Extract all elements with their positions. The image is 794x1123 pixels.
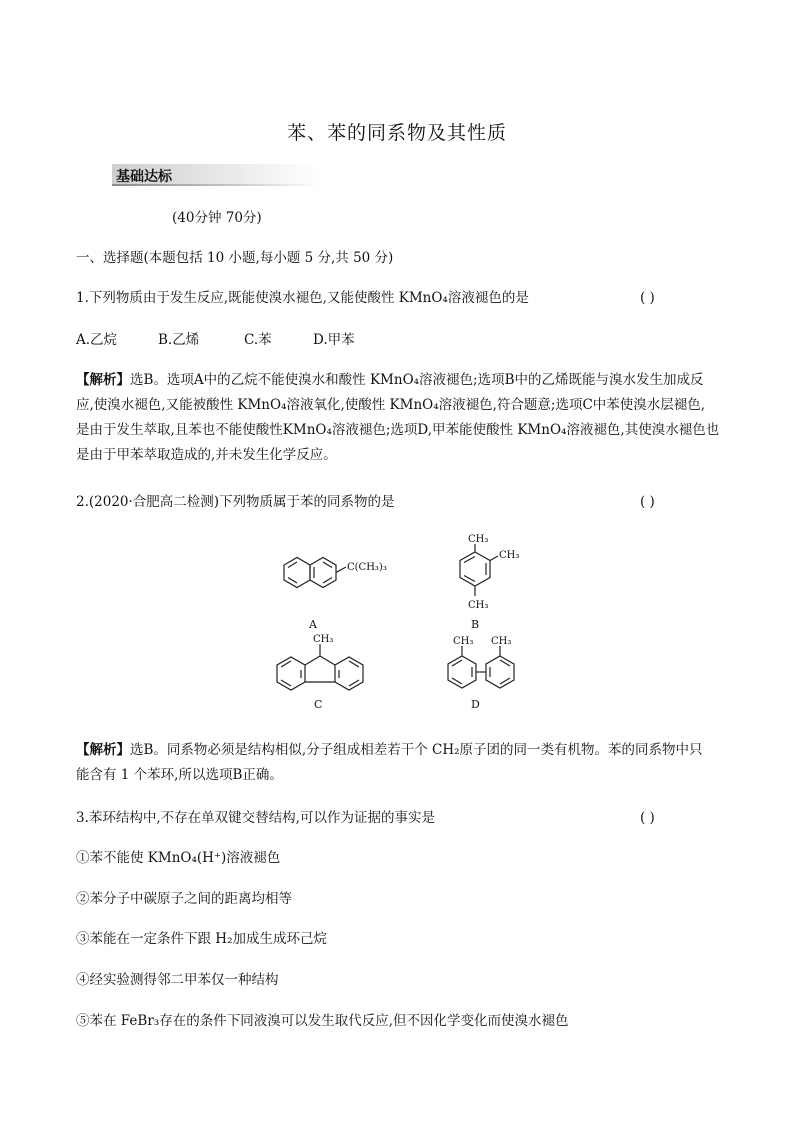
q1-stem: 1.下列物质由于发生反应,既能使溴水褪色,又能使酸性 KMnO₄溶液褪色的是 — [76, 290, 529, 306]
part-one-heading: 一、选择题(本题包括 10 小题,每小题 5 分,共 50 分) — [76, 250, 394, 266]
q1-analysis-line-3: 是由于发生萃取,且苯也不能使酸性KMnO₄溶液褪色;选项D,甲苯能使酸性 KMnO₄溶液褪色,其使溴水褪色也 — [76, 422, 720, 438]
q2-stem: 2.(2020·合肥高二检测)下列物质属于苯的同系物的是 — [76, 494, 395, 510]
q3-item-2: ②苯分子中碳原子之间的距离均相等 — [76, 891, 292, 907]
analysis-tag: 【解析】 — [76, 742, 130, 758]
structure-d-methyl-left: CH₃ — [453, 636, 474, 647]
structure-b-label: B — [471, 618, 480, 631]
q1-analysis-line-4: 是由于甲苯萃取造成的,并未发生化学反应。 — [76, 447, 337, 463]
analysis-tag: 【解析】 — [76, 372, 130, 388]
structure-d-label: D — [471, 698, 480, 711]
q3-item-1: ①苯不能使 KMnO₄(H⁺)溶液褪色 — [76, 850, 281, 866]
structure-d — [448, 646, 514, 688]
time-score: (40分钟 70分) — [172, 210, 262, 226]
structure-c-label: C — [314, 698, 323, 711]
page-title: 苯、苯的同系物及其性质 — [286, 122, 507, 144]
q1-option-d: D.甲苯 — [313, 332, 355, 348]
q1-option-b: B.乙烯 — [158, 332, 200, 348]
structure-b-methyl-right: CH₃ — [499, 550, 520, 561]
q2-analysis-line-2: 能含有 1 个苯环,所以选项B正确。 — [76, 767, 283, 783]
q1-analysis-line-1: 【解析】选B。选项A中的乙烷不能使溴水和酸性 KMnO₄溶液褪色;选项B中的乙烯既能与溴水发生加成反 — [76, 372, 704, 388]
q3-item-5: ⑤苯在 FeBr₃存在的条件下同液溴可以发生取代反应,但不因化学变化而使溴水褪色 — [76, 1013, 569, 1029]
structure-a-label: A — [309, 618, 317, 631]
q3-item-3: ③苯能在一定条件下跟 H₂加成生成环己烷 — [76, 931, 327, 947]
structure-c — [277, 644, 363, 690]
q2-answer-paren: ( ) — [640, 494, 655, 510]
q3-answer-paren: ( ) — [640, 810, 655, 826]
structure-b — [460, 544, 498, 596]
q1-answer-paren: ( ) — [640, 290, 655, 306]
q2-structures-figure — [0, 520, 794, 720]
q3-item-4: ④经实验测得邻二甲苯仅一种结构 — [76, 972, 279, 988]
structure-b-methyl-top: CH₃ — [468, 534, 489, 545]
structure-a-substituent: C(CH₃)₃ — [347, 562, 387, 573]
q1-option-a: A.乙烷 — [76, 332, 118, 348]
q3-stem: 3.苯环结构中,不存在单双键交替结构,可以作为证据的事实是 — [76, 810, 435, 826]
structure-c-methyl: CH₃ — [313, 634, 334, 645]
section-title: 基础达标 — [116, 169, 172, 185]
q1-analysis-line-2: 应,使溴水褪色,又能被酸性 KMnO₄溶液氧化,使酸性 KMnO₄溶液褪色,符合题意;选项C中苯使溴水层褪色, — [76, 397, 706, 413]
structure-b-methyl-bottom: CH₃ — [468, 600, 489, 611]
section-banner — [112, 164, 320, 186]
structure-a — [284, 558, 346, 588]
structure-d-methyl-right: CH₃ — [491, 636, 512, 647]
q2-analysis-line-1: 【解析】选B。同系物必须是结构相似,分子组成相差若干个 CH₂原子团的同一类有机物。苯的同系物中只 — [76, 742, 703, 758]
q1-option-c: C.苯 — [244, 332, 272, 348]
